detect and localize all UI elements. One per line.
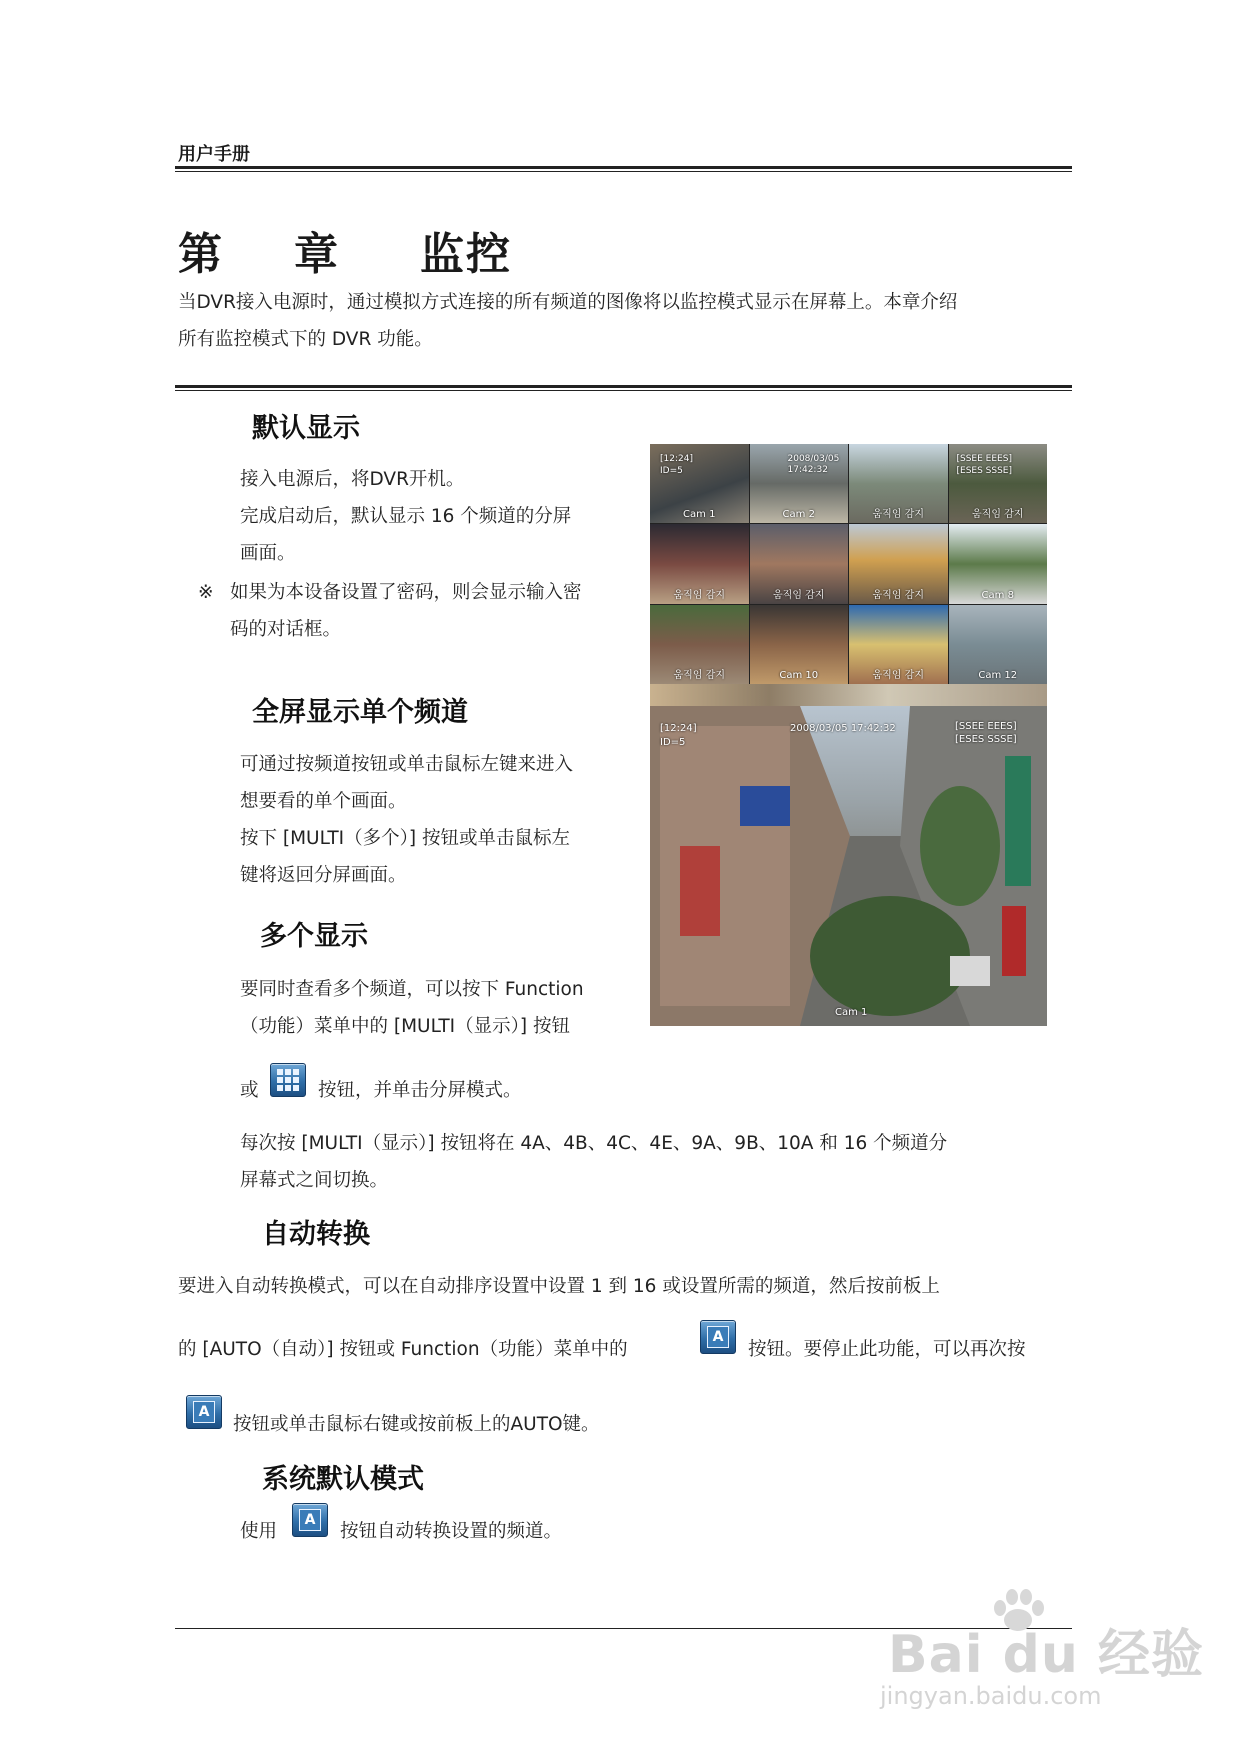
tile-label: 움직임 감지 (872, 670, 924, 681)
split-screen-mosaic (650, 444, 1047, 684)
street-scene-illustration (650, 706, 1047, 1026)
default-line-1: 接入电源后，将DVR开机。 (240, 469, 465, 490)
multi-line-4: 每次按 [MULTI（显示）] 按钮将在 4A、4B、4C、4E、9A、9B、10A 和 16 个频道分 (240, 1133, 948, 1154)
camera-tile (750, 444, 849, 523)
auto-icon: A (292, 1503, 328, 1537)
image-divider-strip (650, 684, 1047, 706)
note-mark: ※ (198, 582, 214, 603)
sys-line-1b: 按钮自动转换设置的频道。 (340, 1521, 563, 1542)
intro-line-2: 所有监控模式下的 DVR 功能。 (178, 329, 433, 350)
auto-line-1: 要进入自动转换模式，可以在自动排序设置中设置 1 到 16 或设置所需的频道，然后按前板上 (178, 1276, 940, 1297)
camera-tile (949, 444, 1048, 523)
auto-line-3: 按钮或单击鼠标右键或按前板上的AUTO键。 (233, 1414, 600, 1435)
tile-label: Cam 12 (978, 670, 1018, 681)
camera-tile (750, 605, 849, 684)
section-rule (175, 385, 1072, 388)
single-channel-view (650, 706, 1047, 1026)
watermark-url: jingyan.baidu.com (880, 1682, 1102, 1710)
tile-status-2: [ESES SSSE] (956, 466, 1013, 476)
big-status-2: [ESES SSSE] (955, 734, 1017, 745)
section-rule-thin (175, 390, 1072, 391)
note-line-2: 码的对话框。 (230, 619, 342, 640)
heading-auto-switch: 自动转换 (262, 1219, 370, 1250)
auto-icon: A (186, 1395, 222, 1429)
camera-tile (650, 605, 749, 684)
running-header: 用户手册 (178, 144, 250, 165)
full-line-3: 按下 [MULTI（多个）] 按钮或单击鼠标左 (240, 828, 570, 849)
big-cam-label: Cam 1 (835, 1007, 868, 1018)
multi-line-3a: 或 (240, 1080, 259, 1101)
header-rule-thin (175, 171, 1072, 172)
dvr-screenshot (650, 444, 1047, 1026)
tile-label: Cam 2 (782, 509, 815, 521)
default-line-2: 完成启动后，默认显示 16 个频道的分屏 (240, 506, 572, 527)
multi-line-2: （功能）菜单中的 [MULTI（显示）] 按钮 (240, 1016, 570, 1037)
tile-datetime: 2008/03/05 17:42:32 (787, 454, 840, 475)
multi-line-3b: 按钮，并单击分屏模式。 (318, 1080, 522, 1101)
auto-icon: A (700, 1320, 736, 1354)
tile-label: 움직임 감지 (872, 509, 924, 521)
tile-time: [12:24] (660, 454, 693, 464)
camera-tile (849, 444, 948, 523)
multi-line-1: 要同时查看多个频道，可以按下 Function (240, 979, 584, 1000)
heading-multi-display: 多个显示 (260, 921, 368, 952)
camera-tile (650, 444, 749, 523)
chapter-word-1: 第 (178, 229, 224, 280)
tile-label: 움직임 감지 (673, 589, 725, 601)
auto-line-2a: 的 [AUTO（自动）] 按钮或 Function（功能）菜单中的 (178, 1339, 628, 1360)
tile-label: 움직임 감지 (773, 589, 825, 601)
heading-system-default: 系统默认模式 (262, 1464, 424, 1495)
chapter-title (178, 218, 512, 282)
tile-status-1: [SSEE EEES] (956, 454, 1012, 464)
camera-tile (949, 605, 1048, 684)
full-line-1: 可通过按频道按钮或单击鼠标左键来进入 (240, 754, 574, 775)
tile-label: Cam 8 (981, 589, 1014, 601)
chapter-name: 监控 (420, 229, 512, 280)
big-status-1: [SSEE EEES] (955, 721, 1017, 732)
watermark-brand: Bai du 经验 (888, 1625, 1204, 1685)
big-time: [12:24] (660, 723, 697, 734)
tile-label: 움직임 감지 (972, 509, 1024, 521)
camera-tile (750, 524, 849, 603)
auto-line-2b: 按钮。要停止此功能，可以再次按 (748, 1339, 1026, 1360)
heading-default-display: 默认显示 (252, 413, 360, 444)
tile-label: Cam 10 (779, 670, 819, 681)
note-line-1: 如果为本设备设置了密码，则会显示输入密 (230, 582, 582, 603)
big-id: ID=5 (660, 737, 686, 748)
multi-line-5: 屏幕式之间切换。 (240, 1170, 389, 1191)
full-line-2: 想要看的单个画面。 (240, 791, 407, 812)
camera-tile (650, 524, 749, 603)
heading-fullscreen: 全屏显示单个频道 (252, 697, 468, 728)
intro-line-1: 当DVR接入电源时，通过模拟方式连接的所有频道的图像将以监控模式显示在屏幕上。本章介绍 (178, 292, 958, 313)
chapter-word-2: 章 (294, 229, 340, 280)
tile-label: 움직임 감지 (872, 589, 924, 601)
sys-line-1a: 使用 (240, 1521, 278, 1542)
header-rule (175, 166, 1072, 169)
big-datetime: 2008/03/05 17:42:32 (790, 723, 896, 734)
full-line-4: 键将返回分屏画面。 (240, 865, 407, 886)
default-line-3: 画面。 (240, 543, 296, 564)
camera-tile (949, 524, 1048, 603)
tile-id: ID=5 (660, 466, 683, 476)
multi-grid-icon (270, 1063, 306, 1097)
camera-tile (849, 524, 948, 603)
tile-label: 움직임 감지 (673, 670, 725, 681)
tile-label: Cam 1 (683, 509, 716, 521)
camera-tile (849, 605, 948, 684)
